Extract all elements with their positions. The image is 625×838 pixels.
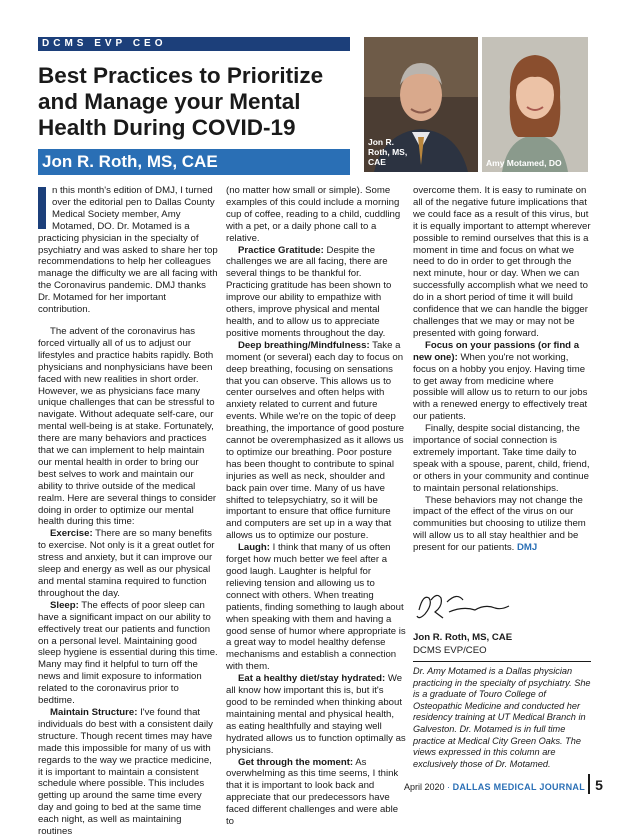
tip-moment: Get through the moment: As overwhelming as this time seems, I think that it is important to look back and appreciate that our predecessors have faced different challenges and were able to (226, 756, 399, 828)
end-mark: DMJ (517, 542, 538, 554)
portrait-woman-illustration (482, 37, 588, 172)
article-column-1 (38, 185, 218, 838)
tip-gratitude: Practice Gratitude: Despite the challenges we are all facing, there are several things to be thankful for. Practicing gratitude has been shown to improve our ability to empathize with others, improve physical and mental health, and to allow us to appreciate positive moments throughout the day. (226, 244, 392, 339)
tip-structure: Maintain Structure: I've found that individuals do best with a consistent daily structure. Though recent times may have made this impossible for many of us with regards to the way we practice medicine, it is important to maintain a consistent schedule where possible. This includes getting up around the same time every day and going to bed at the same time each night, as well as maintaining routines (38, 706, 213, 838)
tip-passions: Focus on your passions (or find a new one): When you're not working, focus on a hobby you enjoy. Having time to get away from medicine where possible will allow us to return to our jobs with a renewed energy to effectively treat our patients. (413, 339, 588, 423)
photo-caption-motamed: Amy Motamed, DO (486, 158, 562, 168)
page-footer (404, 782, 585, 792)
body-paragraph-distancing: Finally, despite social distancing, the importance of social connection is extremely important. Take time daily to speak with a spouse, parent, child, friend, or others in your community and continue to maintain personal relationships. (413, 423, 590, 494)
signature-name: Jon R. Roth, MS, CAE (413, 632, 513, 643)
tip-sleep: Sleep: The effects of poor sleep can have a significant impact on our ability to effectively treat our patients and function on a personal level. Maintaining good sleep hygiene is essential during this time. Many may find it helpful to turn off the news and limit exposure to information related to the coronavirus prior to bedtime. (38, 599, 218, 707)
photo-caption-roth: Jon R. Roth, MS, CAE (368, 137, 408, 167)
article-column-3 (413, 185, 591, 554)
tip-breathing: Deep breathing/Mindfulness: Take a moment (or several) each day to focus on deep breathing, focusing on sensations that you can observe. This allows us to center ourselves and often helps with anxiety related to current and future events. While we're on the topic of deep breathing, the importance of good posture cannot be overemphasized as it allows us to optimize our breathing. Poor posture has been thought to contribute to spinal injuries as well as neck, shoulder and back pain over time. Many of us have shifted to telepsychiatry, so it will be important to ensure that office furniture and computers are set up in a way that allows us to optimize our posture. (226, 339, 405, 542)
tip-exercise: Exercise: There are so many benefits to exercise. Not only is it a great outlet for stress and anxiety, but it can improve our sleep and energy as well as our physical and mental stamina required to function throughout the day. (38, 528, 215, 599)
article-column-2 (226, 185, 406, 828)
author-bio: Dr. Amy Motamed is a Dallas physician practicing in the specialty of psychiatry. She is a graduate of Touro College of Osteopathic Medicine and conducted her residency training at UT Medical Branch in Galveston. Dr. Motamed is in full time practice at Medical City Green Oaks. The views expressed in this column are exclusively those of Dr. Motamed. (413, 666, 591, 769)
author-byline: Jon R. Roth, MS, CAE (38, 149, 350, 175)
page-number: 5 (588, 774, 608, 794)
body-continuation: (no matter how small or simple). Some examples of this could include a morning cup of coffee, reading to a child, cuddling with a pet, or a daily phone call to a relative. (226, 185, 401, 244)
closing-paragraph: These behaviors may not change the impact of the effect of the virus on our communities but choosing to utilize them will allow us to all stay healthier and be present for our patients. DMJ (413, 494, 586, 554)
body-paragraph: The advent of the coronavirus has forced virtually all of us to adjust our lifestyles and practice habits rapidly. Both physicians and nonphysicians have been faced with new realities in short order. However, we as physicians face many unique challenges that can be stressful to navigate. Without adequate self-care, our mental well-being is at stake. Fortunately, there are many behaviors and practices that we can implement to help maintain our mental health in order to bring our best selves to work and maintain our ability to thrive outside of the medical realm. Here are several things to consider doing in order to optimize our mental health during this time: (38, 325, 217, 528)
footer-separator: · (447, 782, 451, 792)
signature-title: DCMS EVP/CEO (413, 645, 487, 656)
article-headline: Best Practices to Prioritize and Manage your Mental Health During COVID-19 (38, 63, 324, 140)
tip-diet: Eat a healthy diet/stay hydrated: We all know how important this is, but it's good to be reminded when thinking about maintaining mental and physical health, as eating healthfully and staying well hydrated allows us to function optimally as physicians. (226, 673, 406, 756)
section-kicker: DCMS EVP CEO (38, 37, 350, 51)
journal-name: DALLAS MEDICAL JOURNAL (452, 782, 585, 792)
photo-amy-motamed (482, 37, 588, 172)
tip-laugh: Laugh: I think that many of us often forget how much better we feel after a good laugh. Laughter is helpful for relieving tension and allowing us to connect with others. When treating patients, finding something to laugh about when speaking with them and having a good sense of humor where appropriate is a great way to model healthy defense mechanisms and establish a connection with them. (226, 542, 406, 673)
body-continuation: overcome them. It is easy to ruminate on all of the negative future implications that we could face as a result of this virus, but it is equally important to attempt wherever possible to remind ourselves that this is a moment in time and focus on what we need to do in order to get through the next minute, hour or day. When we can successfully accomplish what we need to do in a short period of time it will build confidence that we can handle the bigger challenges that we may or may not be presented with going forward. (413, 185, 591, 339)
drop-cap-bar (38, 187, 46, 229)
handwritten-signature (413, 588, 513, 624)
intro-paragraph: n this month's edition of DMJ, I turned over the editorial pen to Dallas County Medical Society member, Amy Motamed, DO. Dr. Motamed is a practicing physician in the specialty of psychiatry and was asked to share her top recommendations to help her colleagues manage the difficulty we are all facing with the Coronavirus pandemic. DMJ thanks Dr. Motamed for her important contribution. (38, 185, 218, 316)
issue-date: April 2020 (404, 782, 445, 792)
bio-divider (413, 661, 591, 662)
